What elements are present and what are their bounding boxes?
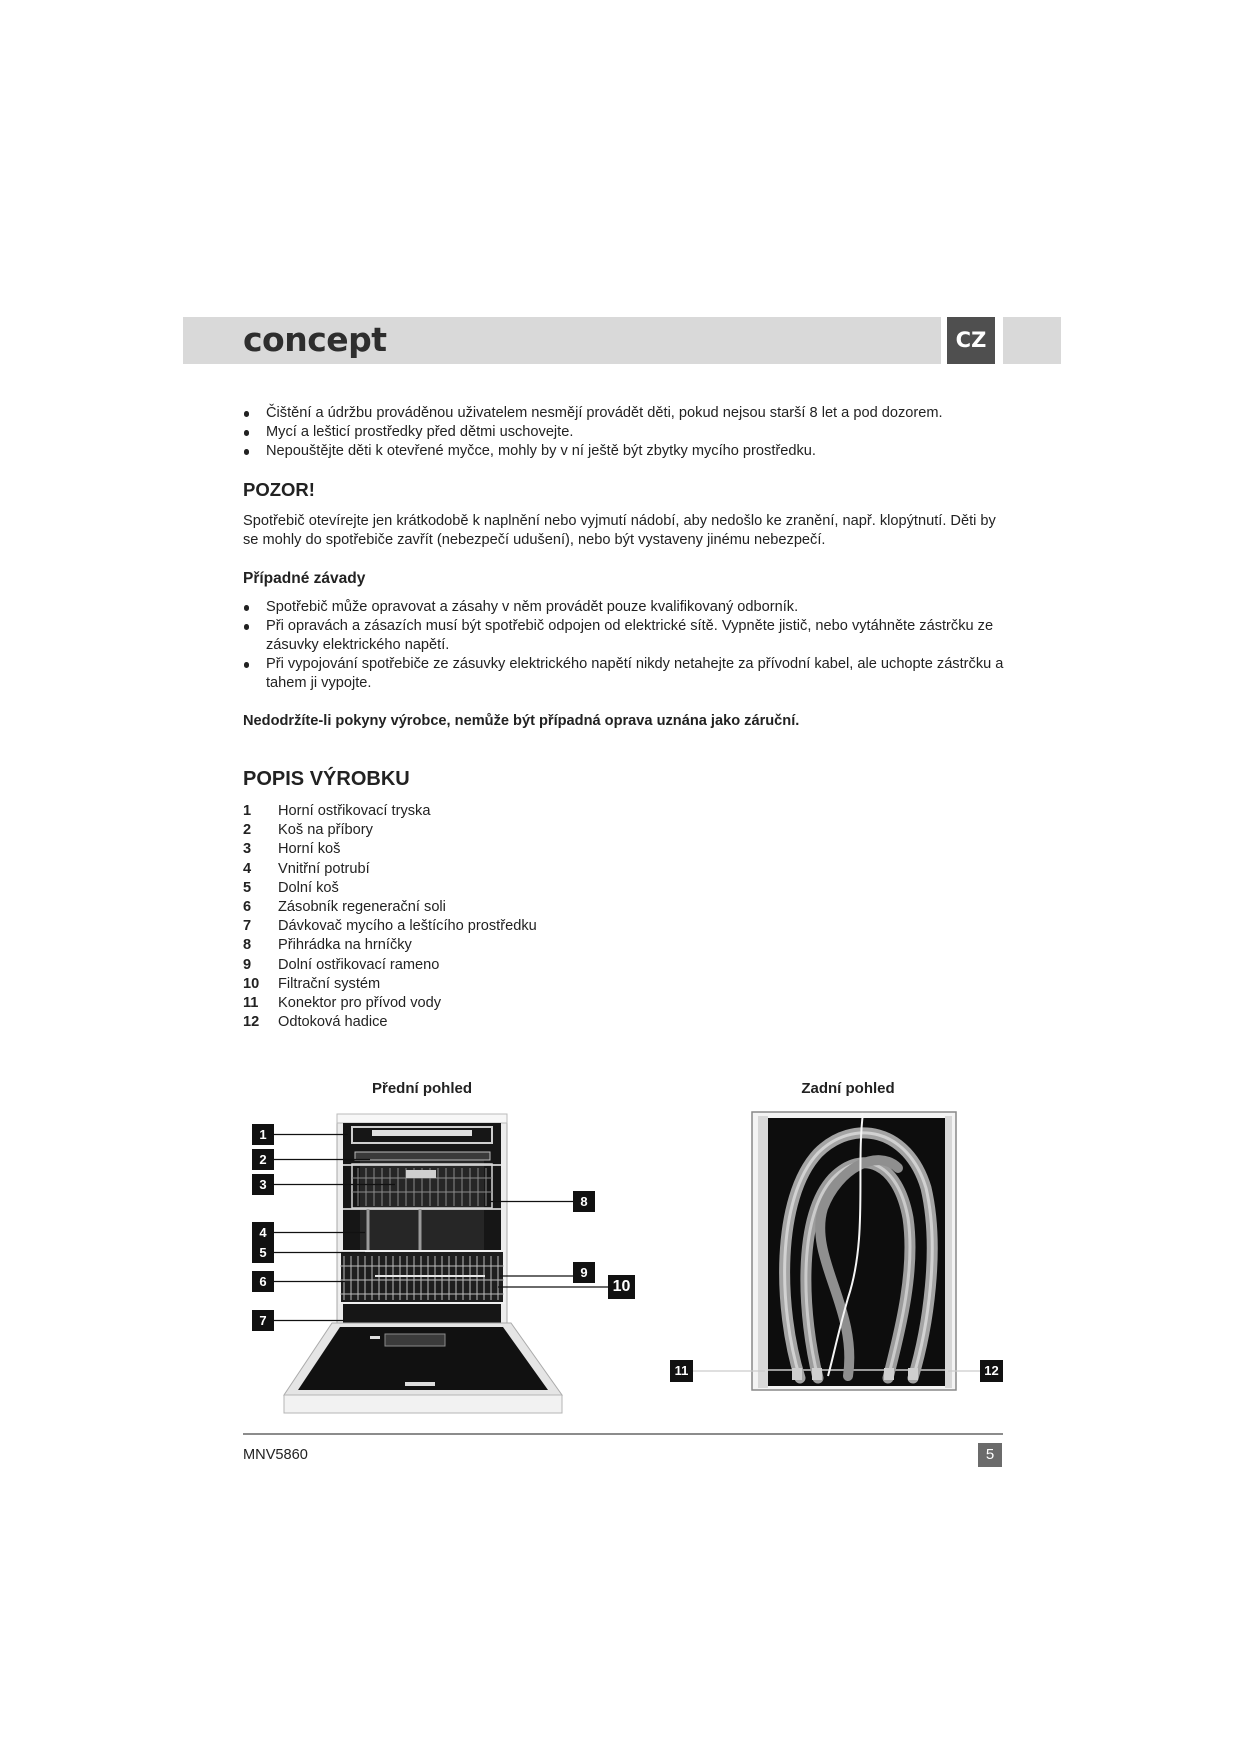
warning-paragraph: Spotřebič otevírejte jen krátkodobě k naplnění nebo vyjmutí nádobí, aby nedošlo ke zranění, např. klopýtnutí. Děti by se mohly do spotřebiče zavřít (nebezpečí udušení), nebo být vystaveny jinému nebezpečí. (243, 513, 996, 548)
part-row (243, 917, 743, 936)
part-number: 8 (243, 937, 252, 954)
part-row (243, 802, 743, 821)
open-door (284, 1323, 562, 1413)
part-row (243, 821, 743, 840)
callout-6: 6 (252, 1271, 274, 1292)
cutlery-tray (355, 1152, 490, 1160)
part-label: Horní ostřikovací tryska (278, 803, 431, 819)
front-view-caption: Přední pohled (371, 1080, 472, 1097)
list-item (243, 442, 1015, 461)
part-label: Dolní ostřikovací rameno (278, 956, 440, 973)
callout-3: 3 (252, 1174, 274, 1195)
faults-heading: Případné závady (243, 570, 366, 587)
part-row (243, 936, 743, 955)
bullet-icon (244, 430, 250, 436)
part-number: 12 (243, 1014, 260, 1031)
bullet-icon (244, 605, 250, 611)
list-item (243, 655, 1015, 693)
part-number: 6 (243, 898, 252, 915)
part-row (243, 840, 743, 859)
part-number: 7 (243, 918, 252, 935)
part-label: Koš na příbory (278, 822, 373, 839)
part-label: Filtrační systém (278, 975, 381, 992)
part-row (243, 956, 743, 975)
list-item (243, 598, 1015, 617)
callout-2: 2 (252, 1149, 274, 1170)
dishwasher-front-view (280, 1108, 570, 1418)
footer-divider (243, 1433, 1003, 1435)
part-number: 4 (243, 860, 252, 877)
concept-logo: concept (243, 320, 387, 359)
part-number: 1 (243, 803, 252, 819)
callout-7: 7 (252, 1310, 274, 1331)
callout-11: 11 (670, 1360, 693, 1382)
part-number: 3 (243, 841, 252, 858)
part-label: Odtoková hadice (278, 1014, 388, 1031)
bullet-icon (244, 662, 250, 668)
part-label: Zásobník regenerační soli (278, 898, 446, 915)
list-item (243, 404, 1015, 423)
callout-12: 12 (980, 1360, 1003, 1382)
part-row (243, 860, 743, 879)
list-item-text: Čištění a údržbu prováděnou uživatelem nesmějí provádět děti, pokud nejsou starší 8 let a pod dozorem. (266, 405, 943, 421)
warning-heading: POZOR! (243, 479, 315, 500)
part-row (243, 879, 743, 898)
list-item-text: Mycí a lešticí prostředky před dětmi uschovejte. (266, 424, 574, 440)
language-code: CZ (955, 328, 987, 352)
part-label: Horní koš (278, 841, 341, 858)
list-item (243, 423, 1015, 442)
bullet-icon (244, 624, 250, 630)
parts-list (243, 802, 743, 1032)
child-safety-list (243, 404, 1015, 461)
header-bar-end (1003, 317, 1061, 364)
callout-1: 1 (252, 1124, 274, 1145)
detergent-dispenser (385, 1334, 445, 1346)
part-row (243, 975, 743, 994)
part-number: 11 (243, 994, 259, 1011)
bullet-icon (244, 411, 250, 417)
part-number: 9 (243, 956, 252, 973)
part-number: 2 (243, 822, 252, 839)
model-number: MNV5860 (243, 1447, 308, 1463)
callout-5: 5 (252, 1242, 274, 1263)
header-bar (183, 317, 941, 364)
part-label: Přihrádka na hrníčky (278, 937, 412, 954)
list-item (243, 617, 1015, 655)
part-row (243, 1013, 743, 1032)
lower-basket (340, 1251, 504, 1303)
part-number: 10 (243, 975, 260, 992)
part-label: Dávkovač mycího a leštícího prostředku (278, 918, 537, 935)
list-item-text: Při opravách a zásazích musí být spotřebič odpojen od elektrické sítě. Vypněte jistič, nebo vytáhněte zástrčku ze zásuvky elektrického napětí. (266, 618, 994, 653)
part-number: 5 (243, 879, 252, 896)
part-row (243, 898, 743, 917)
part-label: Vnitřní potrubí (278, 860, 370, 877)
callout-9: 9 (573, 1262, 595, 1283)
bullet-icon (244, 449, 250, 455)
callout-10: 10 (608, 1275, 635, 1299)
language-badge (947, 317, 995, 364)
rear-view-caption: Zadní pohled (801, 1080, 895, 1097)
product-description-heading: POPIS VÝROBKU (243, 768, 410, 790)
part-row (243, 994, 743, 1013)
part-label: Dolní koš (278, 879, 339, 896)
warranty-notice: Nedodržíte-li pokyny výrobce, nemůže být případná oprava uznána jako záruční. (243, 713, 800, 729)
page-number: 5 (978, 1443, 1002, 1467)
list-item-text: Spotřebič může opravovat a zásahy v něm provádět pouze kvalifikovaný odborník. (266, 599, 799, 615)
list-item-text: Nepouštějte děti k otevřené myčce, mohly by v ní ještě být zbytky mycího prostředku. (266, 443, 816, 459)
dishwasher-rear-view (748, 1108, 962, 1392)
part-label: Konektor pro přívod vody (278, 994, 442, 1011)
callout-4: 4 (252, 1222, 274, 1243)
callout-8: 8 (573, 1191, 595, 1212)
faults-list (243, 598, 1015, 693)
list-item-text: Při vypojování spotřebiče ze zásuvky elektrického napětí nikdy netahejte za přívodní kabel, ale uchopte zástrčku a tahem ji vypojte. (266, 656, 1004, 691)
